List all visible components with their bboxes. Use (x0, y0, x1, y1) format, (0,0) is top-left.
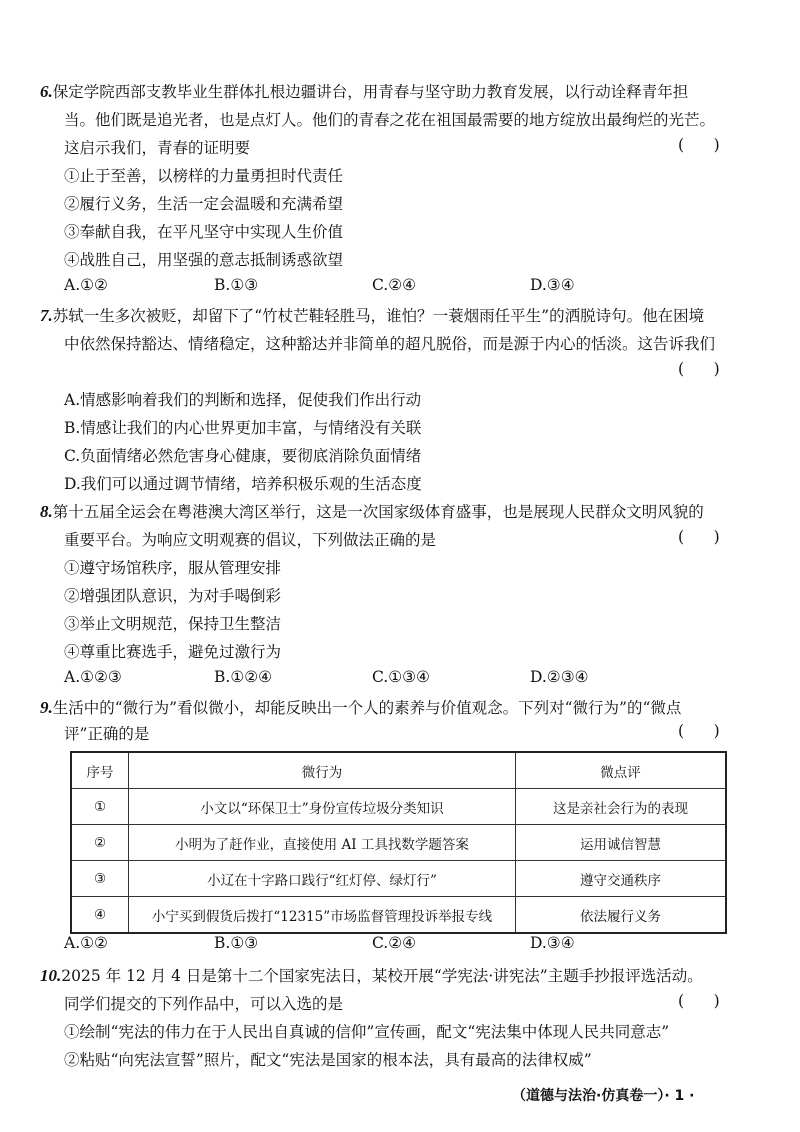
q9-table (70, 751, 727, 934)
q6-option-d: D.③④ (530, 276, 575, 294)
q6-item-2: ②履行义务，生活一定会温暖和充满希望 (64, 195, 344, 213)
q10-item-2: ②粘贴“向宪法宣誓”照片，配文“宪法是国家的根本法，具有最高的法律权威” (64, 1051, 592, 1069)
q9-line-2: 评”正确的是 (64, 725, 150, 743)
q6-item-3: ③奉献自我，在平凡坚守中实现人生价值 (64, 223, 344, 241)
q10-line-2: 同学们提交的下列作品中，可以入选的是 (64, 995, 344, 1013)
q10-answer-paren: ( ) (678, 992, 720, 1010)
q7-option-c: C.负面情绪必然危害身心健康，要彻底消除负面情绪 (64, 447, 422, 465)
q9-number: 9. (40, 698, 53, 717)
q7-option-d: D.我们可以通过调节情绪，培养积极乐观的生活态度 (64, 475, 422, 493)
q6-line-2: 当。他们既是追光者，也是点灯人。他们的青春之花在祖国最需要的地方绽放出最绚烂的光芒。 (64, 111, 716, 129)
page-footer: （道德与法治·仿真卷一）· 1 · (512, 1088, 695, 1104)
q8-item-4: ④尊重比赛选手，避免过激行为 (64, 643, 282, 661)
q9-line-1: 9.生活中的“微行为”看似微小，却能反映出一个人的素养与价值观念。下列对“微行为”的“微点 (40, 698, 682, 717)
q6-line-3: 这启示我们，青春的证明要 (64, 139, 251, 157)
q7-option-a: A.情感影响着我们的判断和选择，促使我们作出行动 (64, 391, 422, 409)
table-row: ② 小明为了赶作业，直接使用 AI 工具找数学题答案 运用诚信智慧 (71, 825, 726, 861)
table-header-behavior: 微行为 (129, 752, 516, 789)
q8-item-3: ③举止文明规范，保持卫生整洁 (64, 615, 282, 633)
q8-option-a: A.①②③ (64, 668, 122, 686)
q8-option-c: C.①③④ (372, 668, 430, 686)
q8-line-1: 8.第十五届全运会在粤港澳大湾区举行，这是一次国家级体育盛事，也是展现人民群众文明风貌的 (40, 502, 704, 521)
q9-answer-paren: ( ) (678, 722, 720, 740)
q8-number: 8. (40, 502, 53, 521)
q9-option-d: D.③④ (530, 934, 575, 952)
q6-option-b: B.①③ (214, 276, 259, 294)
q7-option-b: B.情感让我们的内心世界更加丰富，与情绪没有关联 (64, 419, 422, 437)
q8-item-2: ②增强团队意识，为对手喝倒彩 (64, 587, 282, 605)
q7-answer-paren: ( ) (678, 360, 720, 378)
q9-option-b: B.①③ (214, 934, 259, 952)
q9-option-c: C.②④ (372, 934, 417, 952)
table-header-comment: 微点评 (516, 752, 727, 789)
table-row: ① 小文以“环保卫士”身份宣传垃圾分类知识 这是亲社会行为的表现 (71, 789, 726, 825)
q10-item-1: ①绘制“宪法的伟力在于人民出自真诚的信仰”宣传画，配文“宪法集中体现人民共同意志” (64, 1023, 670, 1041)
q8-answer-paren: ( ) (678, 528, 720, 546)
q6-option-c: C.②④ (372, 276, 417, 294)
q7-line-2: 中依然保持豁达、情绪稳定，这种豁达并非简单的超凡脱俗，而是源于内心的恬淡。这告诉我们 (64, 335, 716, 353)
q8-option-b: B.①②④ (214, 668, 273, 686)
q8-option-d: D.②③④ (530, 668, 589, 686)
q6-answer-paren: ( ) (678, 136, 720, 154)
q10-number: 10. (40, 966, 62, 985)
q6-option-a: A.①② (64, 276, 108, 294)
q6-line-1: 6.保定学院西部支教毕业生群体扎根边疆讲台，用青春与坚守助力教育发展，以行动诠释青年担 (40, 82, 689, 101)
q6-item-4: ④战胜自己，用坚强的意志抵制诱惑欲望 (64, 251, 344, 269)
q10-line-1: 10.2025 年 12 月 4 日是第十二个国家宪法日，某校开展“学宪法·讲宪法”主题手抄报评选活动。 (40, 966, 703, 985)
q8-line-2: 重要平台。为响应文明观赛的倡议，下列做法正确的是 (64, 531, 437, 549)
q6-item-1: ①止于至善，以榜样的力量勇担时代责任 (64, 167, 344, 185)
q9-option-a: A.①② (64, 934, 108, 952)
table-row: ④ 小宁买到假货后拨打“12315”市场监督管理投诉举报专线 依法履行义务 (71, 897, 726, 934)
table-row: ③ 小辽在十字路口践行“红灯停、绿灯行” 遵守交通秩序 (71, 861, 726, 897)
q7-number: 7. (40, 306, 53, 325)
q7-line-1: 7.苏轼一生多次被贬，却留下了“竹杖芒鞋轻胜马，谁怕？一蓑烟雨任平生”的洒脱诗句。他在困境 (40, 306, 705, 325)
table-header-number: 序号 (71, 752, 129, 789)
q8-item-1: ①遵守场馆秩序，服从管理安排 (64, 559, 282, 577)
table-header-row (71, 752, 726, 789)
q6-number: 6. (40, 82, 53, 101)
